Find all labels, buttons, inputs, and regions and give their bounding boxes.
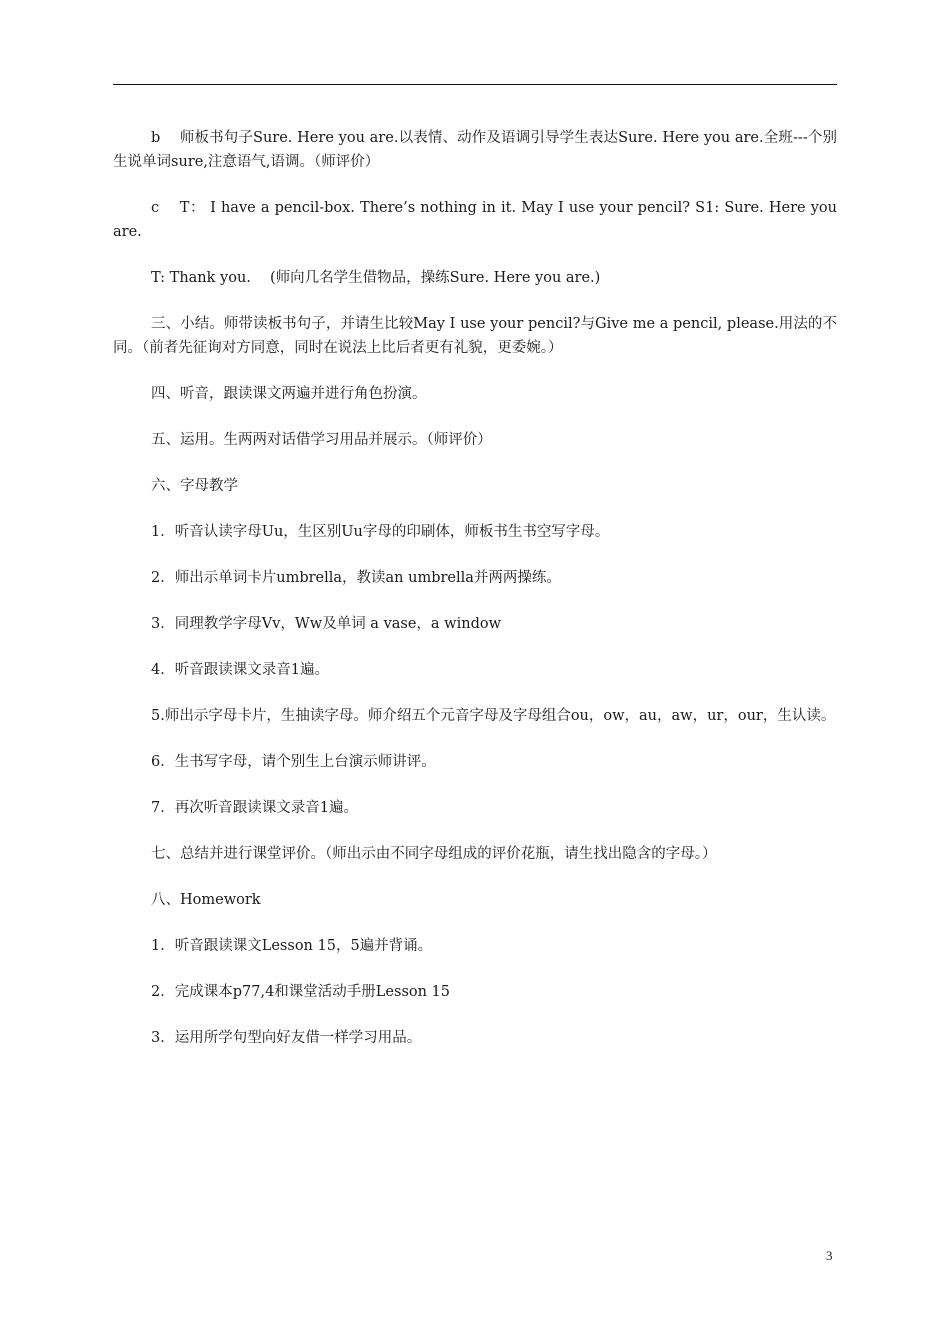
list-item-letters-4: 4．听音跟读课文录音1遍。 <box>151 662 329 678</box>
section-heading-letters: 六、字母教学 <box>151 478 238 494</box>
list-item-letters-3: 3．同理教学字母Vv，Ww及单词 a vase，a window <box>151 616 501 632</box>
page-number: 3 <box>826 1248 833 1263</box>
header-rule <box>113 84 837 85</box>
section-heading-homework: 八、Homework <box>151 892 261 908</box>
document-body <box>113 126 837 1072</box>
paragraph-summary: 三、小结。师带读板书句子，并请生比较May I use your pencil?与Give me a pencil, please.用法的不同。（前者先征询对方同意，同时在说法上比后者更有礼貌，更委婉。） <box>113 316 837 356</box>
list-item-letters-5: 5.师出示字母卡片，生抽读字母。师介绍五个元音字母及字母组合ou，ow，au，aw，ur，our，生认读。 <box>151 708 836 724</box>
paragraph-b: b 师板书句子Sure. Here you are.以表情、动作及语调引导学生表达Sure. Here you are.全班---个别生说单词sure,注意语气,语调。（师评价） <box>113 130 837 170</box>
list-item-letters-1: 1．听音认读字母Uu，生区别Uu字母的印刷体，师板书生书空写字母。 <box>151 524 610 540</box>
list-item-homework-3: 3．运用所学句型向好友借一样学习用品。 <box>151 1030 422 1046</box>
paragraph-step-4: 四、听音，跟读课文两遍并进行角色扮演。 <box>151 386 427 402</box>
paragraph-thank-you: T: Thank you. (师向几名学生借物品，操练Sure. Here you are.) <box>151 270 601 286</box>
list-item-letters-6: 6．生书写字母，请个别生上台演示师讲评。 <box>151 754 436 770</box>
paragraph-step-7: 七、总结并进行课堂评价。（师出示由不同字母组成的评价花瓶，请生找出隐含的字母。） <box>151 846 717 862</box>
list-item-letters-7: 7．再次听音跟读课文录音1遍。 <box>151 800 358 816</box>
paragraph-c: c T： I have a pencil-box. There’s nothing in it. May I use your pencil? S1: Sure. Here you are. <box>113 200 837 240</box>
list-item-homework-2: 2．完成课本p77,4和课堂活动手册Lesson 15 <box>151 984 451 1000</box>
paragraph-step-5: 五、运用。生两两对话借学习用品并展示。（师评价） <box>151 432 492 448</box>
list-item-letters-2: 2．师出示单词卡片umbrella，教读an umbrella并两两操练。 <box>151 570 561 586</box>
list-item-homework-1: 1．听音跟读课文Lesson 15，5遍并背诵。 <box>151 938 433 954</box>
